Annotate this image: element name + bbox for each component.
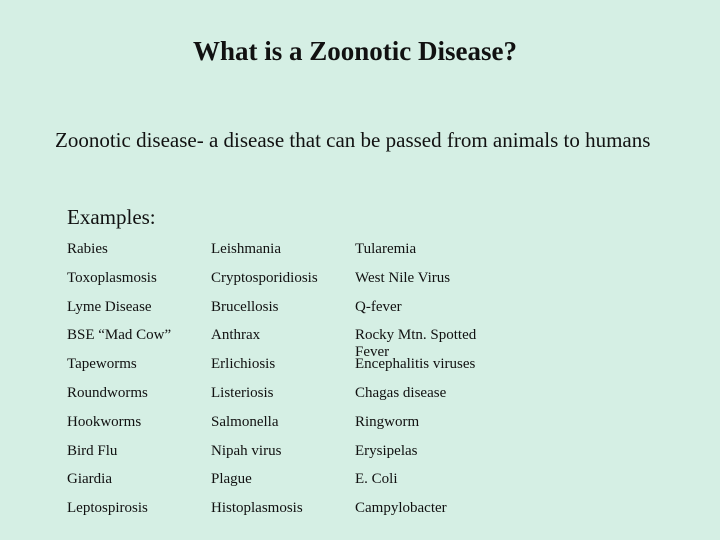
examples-row [67,241,499,270]
example-disease: Salmonella [211,413,279,430]
example-disease: Anthrax [211,327,261,344]
example-disease: Toxoplasmosis [67,269,157,286]
example-disease: Cryptosporidiosis [211,269,318,286]
example-disease: Plague [211,471,252,488]
example-disease: Rocky Mtn. Spotted Fever [355,327,477,361]
example-disease: West Nile Virus [355,269,451,286]
examples-row [67,299,499,328]
example-disease: Q-fever [355,298,402,315]
examples-row [67,443,499,472]
definition-text: Zoonotic disease- a disease that can be passed from animals to humans [55,128,651,152]
example-disease: Bird Flu [67,442,118,459]
example-disease: Lyme Disease [67,298,152,315]
examples-row [67,327,499,361]
slide-title: What is a Zoonotic Disease? [193,36,517,66]
example-disease: E. Coli [355,471,398,488]
example-disease: Leishmania [211,241,281,257]
example-disease: Roundworms [67,384,148,401]
example-disease: Brucellosis [211,298,279,315]
example-disease: Leptospirosis [67,500,148,517]
example-disease: Histoplasmosis [211,500,303,517]
examples-row [67,385,499,414]
example-disease: Campylobacter [355,500,447,517]
example-disease: Nipah virus [211,442,282,459]
examples-grid [67,241,499,529]
example-disease: Chagas disease [355,384,447,401]
example-disease: Ringworm [355,413,420,430]
examples-label: Examples: [67,205,156,229]
example-disease: Tularemia [355,241,417,257]
example-disease: Erlichiosis [211,356,276,373]
example-disease: Hookworms [67,413,142,430]
example-disease: Giardia [67,471,112,488]
examples-row [67,270,499,299]
examples-row [67,500,499,529]
example-disease: BSE “Mad Cow” [67,327,172,344]
example-disease: Encephalitis viruses [355,356,476,373]
example-disease: Erysipelas [355,442,418,459]
example-disease: Rabies [67,241,108,257]
example-disease: Tapeworms [67,356,137,373]
examples-row [67,471,499,500]
example-disease: Listeriosis [211,384,274,401]
examples-row [67,414,499,443]
examples-row [67,356,499,385]
